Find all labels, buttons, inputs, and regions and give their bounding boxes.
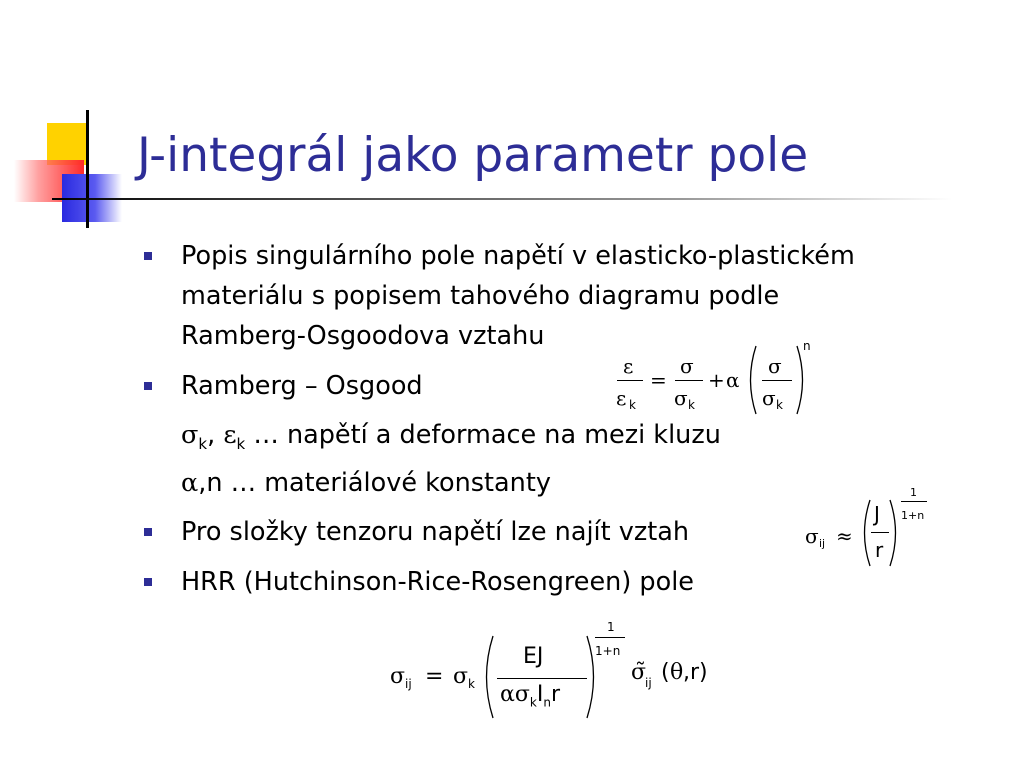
formula-ramberg-osgood (600, 338, 820, 418)
sub-ij: ij (819, 537, 826, 550)
subline-yield-limit (181, 415, 721, 464)
epsilon-symbol: ε (623, 354, 634, 378)
exponent-one-plus-n: 1+n (901, 509, 925, 522)
right-paren (795, 344, 809, 416)
subline-text: ,n … materiálové konstanty (198, 468, 551, 498)
bullet-text-popis-1: Popis singulárního pole napětí v elasticko-plastickém (181, 241, 855, 271)
bullet-text-tenzor: Pro složky tenzoru napětí lze najít vztah (181, 517, 689, 547)
fraction-bar (675, 380, 703, 381)
subline-text: … napětí a deformace na mezi kluzu (253, 420, 721, 450)
alpha-symbol: α (181, 468, 199, 498)
formula-stress-components (800, 482, 940, 570)
sigma-tilde-symbol: σ̃ (631, 660, 647, 685)
right-paren (888, 498, 902, 568)
sub-ij: ij (645, 676, 652, 690)
left-paren (744, 344, 758, 416)
epsilon-symbol: ε (616, 386, 627, 410)
epsilon-symbol: ε (223, 420, 237, 450)
sub-k: k (529, 695, 537, 710)
bullet-marker (144, 528, 152, 536)
sigma-symbol: σ (181, 420, 199, 450)
exponent-n: n (803, 339, 811, 353)
alpha-symbol: α (726, 368, 740, 392)
numerator-EJ: EJ (523, 644, 544, 669)
bullet-marker (144, 578, 152, 586)
fraction-bar (617, 380, 643, 381)
sub-k: k (629, 398, 636, 412)
sigma-symbol: σ (805, 524, 819, 548)
sigma-symbol: σ (514, 682, 530, 707)
sub-n: n (543, 695, 551, 710)
fraction-bar (595, 637, 625, 638)
integral-I: I (536, 682, 544, 707)
comma: , (207, 420, 216, 450)
bullet-text-hrr: HRR (Hutchinson-Rice-Rosengreen) pole (181, 567, 694, 597)
exponent-one-plus-n: 1+n (595, 644, 621, 658)
sigma-symbol: σ (390, 664, 406, 689)
theta-symbol: θ (670, 660, 684, 685)
decor-vertical-line (86, 110, 89, 228)
sub-k: k (688, 398, 695, 412)
slide-title: J-integrál jako parametr pole (137, 128, 809, 183)
subline-constants (181, 463, 551, 503)
exponent-one: 1 (910, 486, 917, 499)
sub-k: k (236, 435, 246, 454)
equals-sign: = (650, 368, 667, 392)
fraction-bar (497, 678, 587, 679)
decor-yellow-square (47, 123, 89, 165)
approx-sign: ≈ (836, 524, 853, 548)
var-r: r (550, 682, 560, 707)
sigma-symbol: σ (453, 664, 469, 689)
numerator-J: J (874, 502, 880, 526)
sigma-symbol: σ (680, 354, 694, 378)
bullet-marker (144, 252, 152, 260)
fraction-bar (762, 380, 792, 381)
sub-k: k (198, 435, 208, 454)
tail-text: ,r) (683, 660, 708, 685)
sigma-symbol: σ (762, 386, 776, 410)
denominator-hrr (500, 682, 560, 709)
sub-k: k (468, 677, 475, 691)
sub-k: k (776, 398, 783, 412)
fraction-bar (901, 501, 927, 502)
formula-hrr-field (385, 618, 735, 723)
fraction-bar (871, 532, 889, 533)
sigma-symbol: σ (674, 386, 688, 410)
bullet-text-popis-2: materiálu s popisem tahového diagramu podle (181, 281, 780, 311)
sigma-symbol: σ (768, 354, 782, 378)
bullet-text-popis-3: Ramberg-Osgoodova vztahu (181, 321, 545, 351)
plus-sign: + (708, 368, 725, 392)
alpha-symbol: α (500, 682, 515, 707)
bullet-text-ramberg: Ramberg – Osgood (181, 371, 423, 401)
title-underline (52, 198, 952, 200)
sub-ij: ij (405, 677, 412, 691)
exponent-one: 1 (607, 620, 615, 634)
left-paren (479, 634, 495, 720)
lparen: ( (661, 660, 670, 685)
equals-sign: = (425, 664, 444, 689)
bullet-marker (144, 382, 152, 390)
denominator-r: r (875, 538, 884, 562)
left-paren (858, 498, 872, 568)
